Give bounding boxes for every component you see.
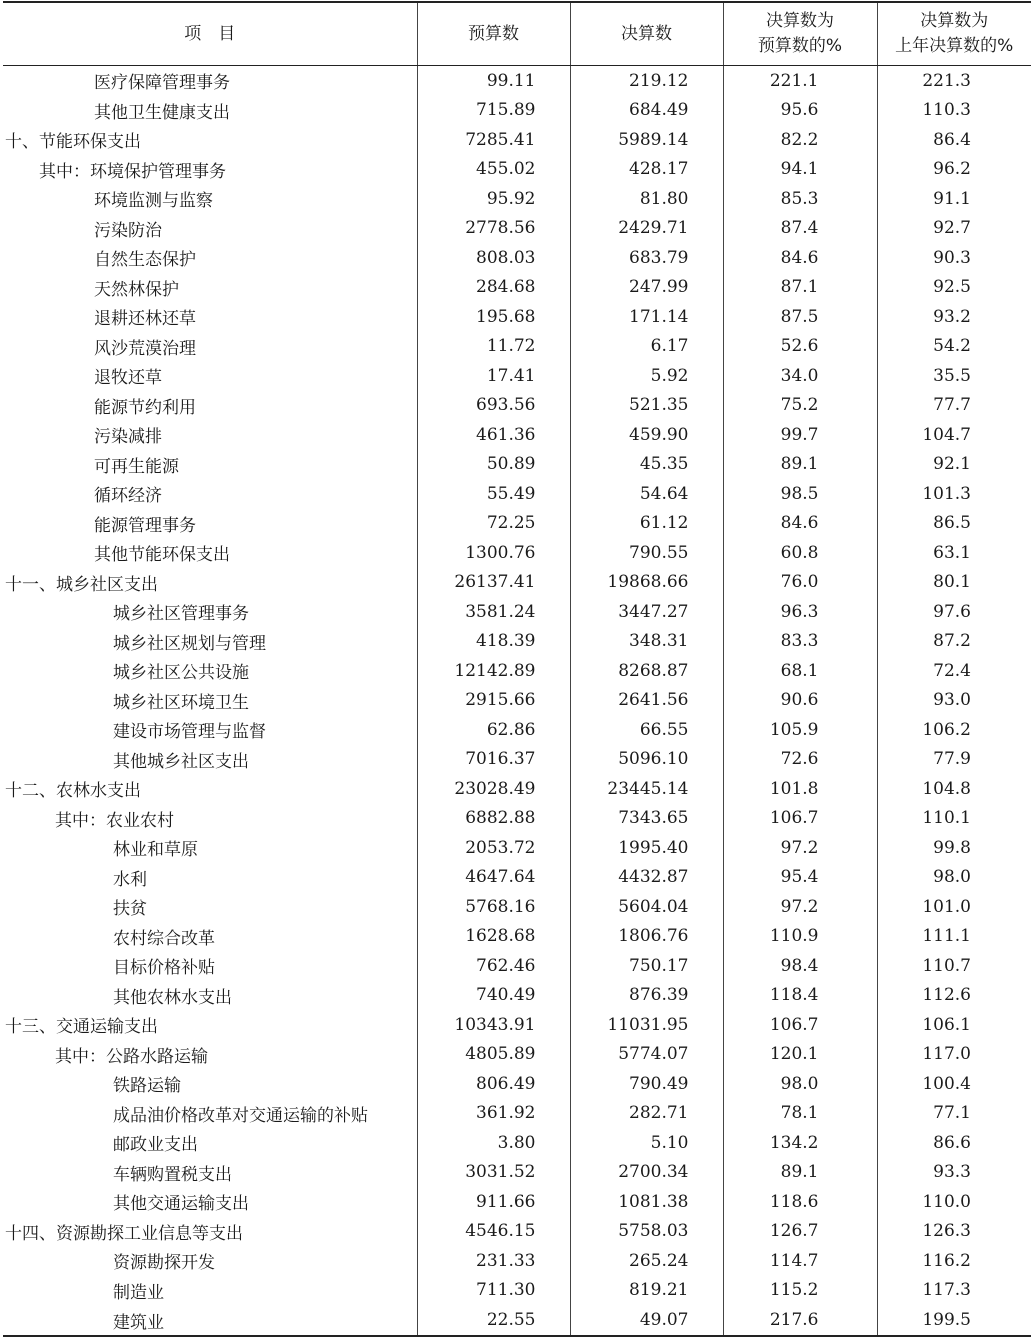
- table-row: [3, 863, 1031, 893]
- final-value: 66.55: [570, 715, 723, 745]
- table-row: [3, 1217, 1031, 1247]
- row-label: 城乡社区环境卫生: [113, 692, 249, 713]
- pct-budget-value: 134.2: [723, 1128, 877, 1158]
- pct-prev-value: 126.3: [877, 1217, 1031, 1247]
- row-label: 水利: [113, 869, 147, 890]
- pct-prev-value: 86.6: [877, 1128, 1031, 1158]
- pct-budget-value: 75.2: [723, 391, 877, 421]
- pct-prev-value: 110.3: [877, 96, 1031, 126]
- budget-value: 4647.64: [417, 863, 570, 893]
- table-row: [3, 1010, 1031, 1040]
- table-row: [3, 1128, 1031, 1158]
- pct-prev-value: 110.7: [877, 951, 1031, 981]
- pct-budget-value: 82.2: [723, 125, 877, 155]
- pct-prev-value: 77.9: [877, 745, 1031, 775]
- table-row: [3, 184, 1031, 214]
- budget-value: 1300.76: [417, 538, 570, 568]
- table-row: [3, 804, 1031, 834]
- budget-value: 806.49: [417, 1069, 570, 1099]
- budget-value: 72.25: [417, 509, 570, 539]
- table-row: [3, 833, 1031, 863]
- row-label: 十二、农林水支出: [5, 781, 141, 802]
- pct-prev-value: 87.2: [877, 627, 1031, 657]
- table-row: [3, 391, 1031, 421]
- pct-prev-value: 101.3: [877, 479, 1031, 509]
- budget-value: 22.55: [417, 1305, 570, 1336]
- final-value: 171.14: [570, 302, 723, 332]
- table-row: [3, 1069, 1031, 1099]
- final-value: 11031.95: [570, 1010, 723, 1040]
- table-row: [3, 1246, 1031, 1276]
- expenditure-table: [3, 1, 1031, 1337]
- pct-budget-value: 72.6: [723, 745, 877, 775]
- table-row: [3, 627, 1031, 657]
- table-row: [3, 214, 1031, 244]
- pct-budget-value: 60.8: [723, 538, 877, 568]
- budget-value: 11.72: [417, 332, 570, 362]
- row-label: 邮政业支出: [113, 1135, 198, 1156]
- budget-value: 3.80: [417, 1128, 570, 1158]
- final-value: 5989.14: [570, 125, 723, 155]
- pct-budget-value: 87.5: [723, 302, 877, 332]
- pct-budget-value: 105.9: [723, 715, 877, 745]
- table-row: [3, 479, 1031, 509]
- final-value: 683.79: [570, 243, 723, 273]
- final-value: 49.07: [570, 1305, 723, 1336]
- pct-prev-value: 72.4: [877, 656, 1031, 686]
- final-value: 4432.87: [570, 863, 723, 893]
- budget-value: 26137.41: [417, 568, 570, 598]
- final-value: 61.12: [570, 509, 723, 539]
- table-row: [3, 922, 1031, 952]
- table-row: [3, 420, 1031, 450]
- final-value: 750.17: [570, 951, 723, 981]
- budget-value: 231.33: [417, 1246, 570, 1276]
- pct-budget-value: 85.3: [723, 184, 877, 214]
- row-label: 十一、城乡社区支出: [5, 574, 158, 595]
- final-value: 819.21: [570, 1276, 723, 1306]
- pct-prev-value: 80.1: [877, 568, 1031, 598]
- pct-prev-value: 93.2: [877, 302, 1031, 332]
- table-row: [3, 715, 1031, 745]
- table-row: [3, 951, 1031, 981]
- row-label: 建筑业: [3, 1305, 417, 1336]
- table-row: [3, 125, 1031, 155]
- pct-budget-value: 89.1: [723, 1158, 877, 1188]
- pct-budget-value: 83.3: [723, 627, 877, 657]
- pct-budget-value: 34.0: [723, 361, 877, 391]
- budget-value: 195.68: [417, 302, 570, 332]
- pct-budget-value: 76.0: [723, 568, 877, 598]
- final-value: 6.17: [570, 332, 723, 362]
- table-row: [3, 1187, 1031, 1217]
- final-value: 247.99: [570, 273, 723, 303]
- header-ratio-prev-line2: 上年决算数的%: [895, 36, 1014, 56]
- row-label: 铁路运输: [113, 1076, 181, 1097]
- table-row: [3, 509, 1031, 539]
- row-label: 十三、交通运输支出: [5, 1017, 158, 1038]
- budget-value: 4805.89: [417, 1040, 570, 1070]
- final-value: 5096.10: [570, 745, 723, 775]
- row-label: 目标价格补贴: [113, 958, 215, 979]
- row-label: 退耕还林还草: [94, 309, 196, 330]
- pct-prev-value: 116.2: [877, 1246, 1031, 1276]
- table-row: [3, 1305, 1031, 1336]
- row-label: 其他节能环保支出: [94, 545, 230, 566]
- pct-budget-value: 87.1: [723, 273, 877, 303]
- table-row: [3, 96, 1031, 126]
- final-value: 1995.40: [570, 833, 723, 863]
- pct-budget-value: 95.4: [723, 863, 877, 893]
- budget-value: 4546.15: [417, 1217, 570, 1247]
- pct-budget-value: 110.9: [723, 922, 877, 952]
- table-row: [3, 538, 1031, 568]
- final-value: 3447.27: [570, 597, 723, 627]
- table-row: [3, 302, 1031, 332]
- row-label: 自然生态保护: [94, 250, 196, 271]
- pct-budget-value: 106.7: [723, 804, 877, 834]
- pct-budget-value: 118.6: [723, 1187, 877, 1217]
- pct-budget-value: 78.1: [723, 1099, 877, 1129]
- final-value: 7343.65: [570, 804, 723, 834]
- row-label: 循环经济: [94, 486, 162, 507]
- table-row: [3, 656, 1031, 686]
- budget-value: 7016.37: [417, 745, 570, 775]
- pct-prev-value: 110.0: [877, 1187, 1031, 1217]
- budget-value: 62.86: [417, 715, 570, 745]
- pct-budget-value: 89.1: [723, 450, 877, 480]
- pct-prev-value: 101.0: [877, 892, 1031, 922]
- final-value: 459.90: [570, 420, 723, 450]
- pct-budget-value: 217.6: [723, 1305, 877, 1336]
- budget-value: 5768.16: [417, 892, 570, 922]
- table-row: [3, 243, 1031, 273]
- pct-prev-value: 106.1: [877, 1010, 1031, 1040]
- final-value: 428.17: [570, 155, 723, 185]
- budget-value: 1628.68: [417, 922, 570, 952]
- pct-budget-value: 94.1: [723, 155, 877, 185]
- table-row: [3, 155, 1031, 185]
- budget-value: 762.46: [417, 951, 570, 981]
- table-row: [3, 892, 1031, 922]
- final-value: 2429.71: [570, 214, 723, 244]
- table-row: [3, 745, 1031, 775]
- pct-budget-value: 95.6: [723, 96, 877, 126]
- row-label: 污染减排: [94, 427, 162, 448]
- final-value: 45.35: [570, 450, 723, 480]
- pct-prev-value: 54.2: [877, 332, 1031, 362]
- final-value: 282.71: [570, 1099, 723, 1129]
- pct-budget-value: 68.1: [723, 656, 877, 686]
- table-row: [3, 981, 1031, 1011]
- budget-value: 418.39: [417, 627, 570, 657]
- final-value: 876.39: [570, 981, 723, 1011]
- row-label: 其他城乡社区支出: [113, 751, 249, 772]
- row-label: 能源节约利用: [94, 397, 196, 418]
- pct-prev-value: 117.0: [877, 1040, 1031, 1070]
- row-label: 天然林保护: [94, 279, 179, 300]
- final-value: 790.55: [570, 538, 723, 568]
- budget-value: 711.30: [417, 1276, 570, 1306]
- pct-prev-value: 98.0: [877, 863, 1031, 893]
- row-label: 农村综合改革: [113, 928, 215, 949]
- table-header: [3, 2, 1031, 66]
- pct-budget-value: 90.6: [723, 686, 877, 716]
- budget-value: 10343.91: [417, 1010, 570, 1040]
- table-row: [3, 597, 1031, 627]
- pct-budget-value: 115.2: [723, 1276, 877, 1306]
- budget-value: 284.68: [417, 273, 570, 303]
- table-row: [3, 361, 1031, 391]
- pct-prev-value: 97.6: [877, 597, 1031, 627]
- budget-value: 95.92: [417, 184, 570, 214]
- budget-value: 3581.24: [417, 597, 570, 627]
- pct-prev-value: 77.7: [877, 391, 1031, 421]
- pct-prev-value: 100.4: [877, 1069, 1031, 1099]
- header-budget: 预算数: [417, 2, 570, 66]
- pct-budget-value: 97.2: [723, 892, 877, 922]
- row-label: 其中：农业农村: [55, 810, 174, 831]
- final-value: 54.64: [570, 479, 723, 509]
- pct-prev-value: 112.6: [877, 981, 1031, 1011]
- final-value: 5774.07: [570, 1040, 723, 1070]
- budget-value: 55.49: [417, 479, 570, 509]
- row-label: 环境监测与监察: [94, 191, 213, 212]
- row-label: 十四、资源勘探工业信息等支出: [5, 1223, 243, 1244]
- pct-prev-value: 221.3: [877, 66, 1031, 96]
- budget-value: 2053.72: [417, 833, 570, 863]
- row-label: 城乡社区公共设施: [113, 663, 249, 684]
- table-row: [3, 774, 1031, 804]
- row-label: 其他交通运输支出: [113, 1194, 249, 1215]
- row-label: 能源管理事务: [94, 515, 196, 536]
- row-label: 建设市场管理与监督: [113, 722, 266, 743]
- row-label: 扶贫: [113, 899, 147, 920]
- final-value: 2641.56: [570, 686, 723, 716]
- final-value: 5604.04: [570, 892, 723, 922]
- row-label: 医疗保障管理事务: [94, 73, 230, 94]
- final-value: 23445.14: [570, 774, 723, 804]
- budget-value: 23028.49: [417, 774, 570, 804]
- pct-budget-value: 84.6: [723, 509, 877, 539]
- budget-value: 715.89: [417, 96, 570, 126]
- pct-prev-value: 104.7: [877, 420, 1031, 450]
- budget-value: 461.36: [417, 420, 570, 450]
- budget-value: 6882.88: [417, 804, 570, 834]
- table-row: [3, 66, 1031, 96]
- final-value: 19868.66: [570, 568, 723, 598]
- table-row: [3, 450, 1031, 480]
- pct-prev-value: 92.7: [877, 214, 1031, 244]
- row-label: 资源勘探开发: [113, 1253, 215, 1274]
- budget-value: 17.41: [417, 361, 570, 391]
- pct-prev-value: 93.3: [877, 1158, 1031, 1188]
- header-ratio-prev-line1: 决算数为: [920, 11, 989, 31]
- table-row: [3, 1158, 1031, 1188]
- pct-prev-value: 92.1: [877, 450, 1031, 480]
- row-label: 城乡社区规划与管理: [113, 633, 266, 654]
- header-ratio-budget-line2: 预算数的%: [757, 36, 843, 56]
- budget-value: 693.56: [417, 391, 570, 421]
- final-value: 8268.87: [570, 656, 723, 686]
- pct-prev-value: 63.1: [877, 538, 1031, 568]
- header-ratio-budget: [723, 2, 877, 66]
- pct-budget-value: 98.5: [723, 479, 877, 509]
- pct-prev-value: 90.3: [877, 243, 1031, 273]
- table-row: [3, 686, 1031, 716]
- pct-budget-value: 99.7: [723, 420, 877, 450]
- pct-budget-value: 96.3: [723, 597, 877, 627]
- budget-value: 7285.41: [417, 125, 570, 155]
- budget-value: 2778.56: [417, 214, 570, 244]
- pct-prev-value: 91.1: [877, 184, 1031, 214]
- pct-prev-value: 199.5: [877, 1305, 1031, 1336]
- pct-budget-value: 84.6: [723, 243, 877, 273]
- pct-budget-value: 52.6: [723, 332, 877, 362]
- final-value: 684.49: [570, 96, 723, 126]
- row-label: 林业和草原: [113, 840, 198, 861]
- table-row: [3, 1099, 1031, 1129]
- header-final: 决算数: [570, 2, 723, 66]
- pct-budget-value: 101.8: [723, 774, 877, 804]
- pct-budget-value: 114.7: [723, 1246, 877, 1276]
- pct-prev-value: 86.5: [877, 509, 1031, 539]
- budget-value: 455.02: [417, 155, 570, 185]
- table-row: [3, 568, 1031, 598]
- pct-prev-value: 106.2: [877, 715, 1031, 745]
- row-label: 其中：公路水路运输: [55, 1046, 208, 1067]
- row-label: 可再生能源: [94, 456, 179, 477]
- table-row: [3, 1276, 1031, 1306]
- row-label: 其中：环境保护管理事务: [39, 161, 226, 182]
- pct-prev-value: 110.1: [877, 804, 1031, 834]
- table-row: [3, 332, 1031, 362]
- pct-budget-value: 87.4: [723, 214, 877, 244]
- table-row: [3, 1040, 1031, 1070]
- pct-budget-value: 118.4: [723, 981, 877, 1011]
- row-label: 其他卫生健康支出: [94, 102, 230, 123]
- row-label: 城乡社区管理事务: [113, 604, 249, 625]
- budget-value: 2915.66: [417, 686, 570, 716]
- budget-value: 361.92: [417, 1099, 570, 1129]
- final-value: 81.80: [570, 184, 723, 214]
- budget-value: 99.11: [417, 66, 570, 96]
- budget-value: 50.89: [417, 450, 570, 480]
- pct-budget-value: 106.7: [723, 1010, 877, 1040]
- header-item: 项 目: [3, 2, 417, 66]
- budget-value: 740.49: [417, 981, 570, 1011]
- final-value: 219.12: [570, 66, 723, 96]
- final-value: 2700.34: [570, 1158, 723, 1188]
- pct-budget-value: 126.7: [723, 1217, 877, 1247]
- row-label: 退牧还草: [94, 368, 162, 389]
- budget-value: 12142.89: [417, 656, 570, 686]
- pct-prev-value: 96.2: [877, 155, 1031, 185]
- row-label: 车辆购置税支出: [113, 1164, 232, 1185]
- pct-prev-value: 111.1: [877, 922, 1031, 952]
- pct-budget-value: 98.4: [723, 951, 877, 981]
- final-value: 265.24: [570, 1246, 723, 1276]
- row-label: 成品油价格改革对交通运输的补贴: [113, 1105, 368, 1126]
- pct-prev-value: 86.4: [877, 125, 1031, 155]
- final-value: 521.35: [570, 391, 723, 421]
- final-value: 5.10: [570, 1128, 723, 1158]
- table-body: [3, 66, 1031, 1337]
- pct-budget-value: 120.1: [723, 1040, 877, 1070]
- final-value: 348.31: [570, 627, 723, 657]
- final-value: 790.49: [570, 1069, 723, 1099]
- budget-value: 3031.52: [417, 1158, 570, 1188]
- pct-prev-value: 77.1: [877, 1099, 1031, 1129]
- row-label: 风沙荒漠治理: [94, 338, 196, 359]
- pct-prev-value: 104.8: [877, 774, 1031, 804]
- row-label: 制造业: [113, 1282, 164, 1303]
- pct-prev-value: 35.5: [877, 361, 1031, 391]
- final-value: 5758.03: [570, 1217, 723, 1247]
- header-ratio-budget-line1: 决算数为: [766, 11, 834, 31]
- pct-prev-value: 93.0: [877, 686, 1031, 716]
- final-value: 1081.38: [570, 1187, 723, 1217]
- budget-value: 911.66: [417, 1187, 570, 1217]
- pct-prev-value: 117.3: [877, 1276, 1031, 1306]
- final-value: 5.92: [570, 361, 723, 391]
- table-row: [3, 273, 1031, 303]
- final-value: 1806.76: [570, 922, 723, 952]
- pct-budget-value: 221.1: [723, 66, 877, 96]
- pct-prev-value: 99.8: [877, 833, 1031, 863]
- row-label: 污染防治: [94, 220, 162, 241]
- pct-budget-value: 97.2: [723, 833, 877, 863]
- header-ratio-prev: [877, 2, 1031, 66]
- row-label: 十、节能环保支出: [5, 132, 141, 153]
- pct-prev-value: 92.5: [877, 273, 1031, 303]
- row-label: 其他农林水支出: [113, 987, 232, 1008]
- pct-budget-value: 98.0: [723, 1069, 877, 1099]
- budget-value: 808.03: [417, 243, 570, 273]
